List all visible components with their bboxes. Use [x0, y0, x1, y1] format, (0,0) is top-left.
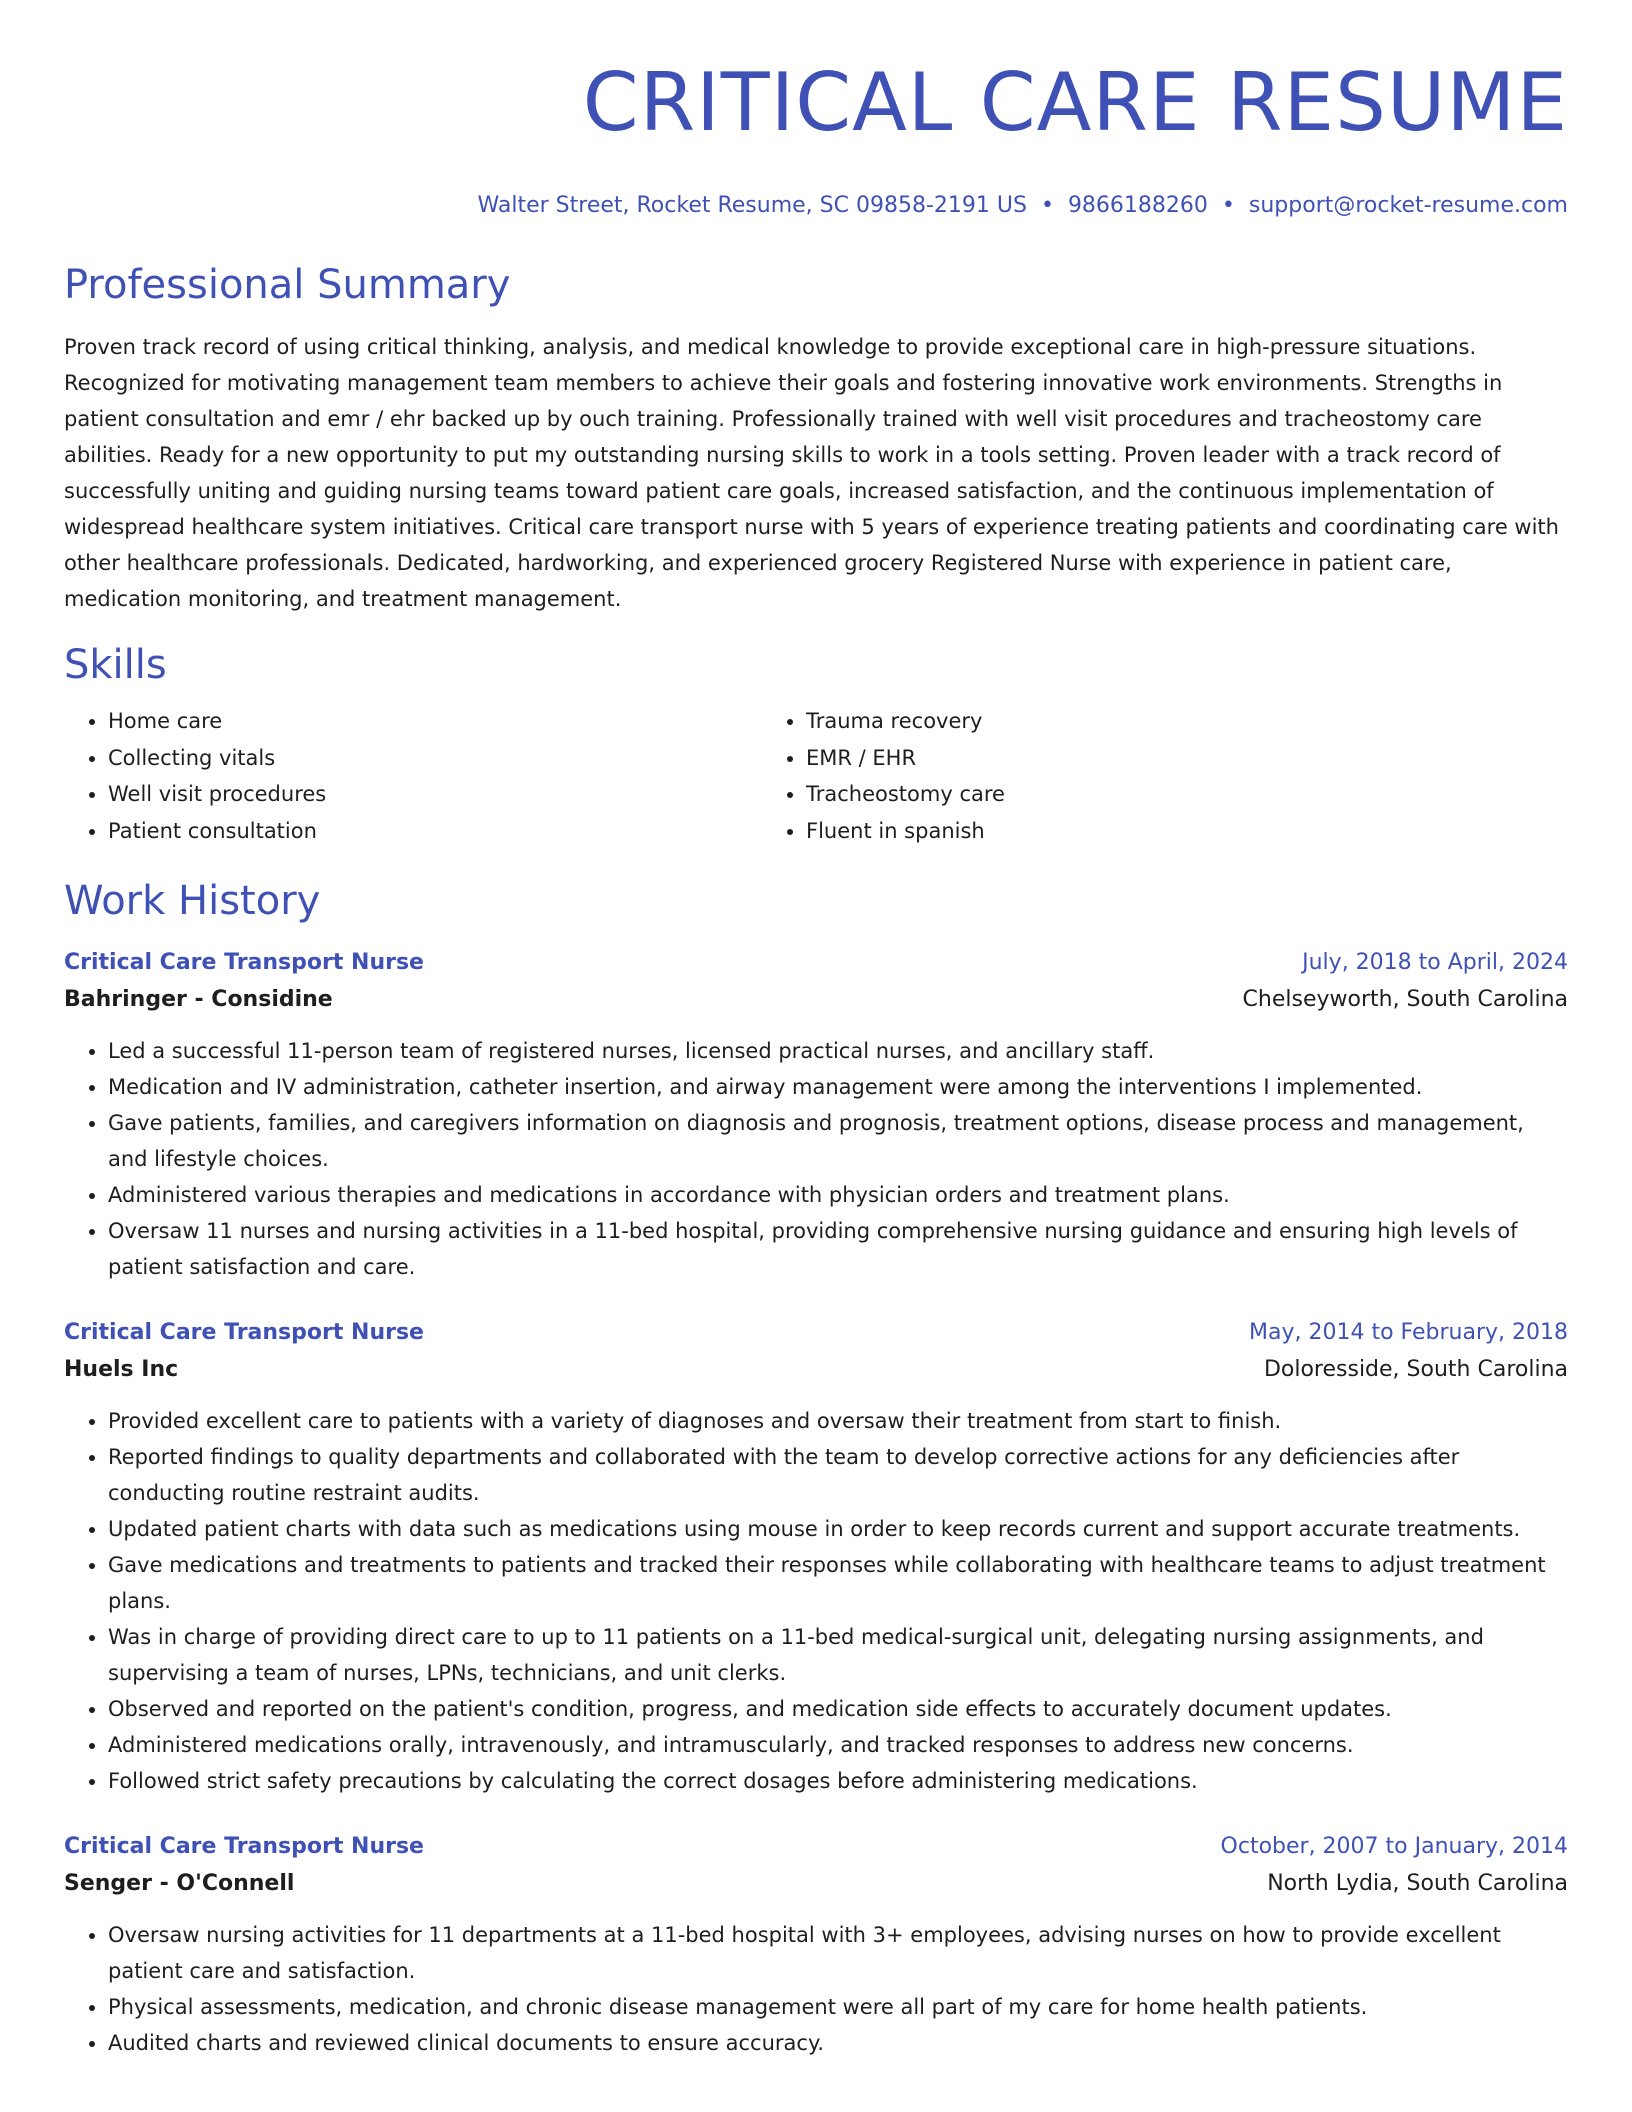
- job-company: Bahringer - Considine: [64, 987, 333, 1012]
- job-entry: [64, 945, 1568, 1285]
- job-title: Critical Care Transport Nurse: [64, 1834, 424, 1859]
- work-history-heading: Work History: [64, 878, 321, 924]
- contact-address: Walter Street, Rocket Resume, SC 09858-2191 US: [477, 193, 1027, 218]
- skills-column-left: [64, 703, 762, 849]
- job-bullet: • Was in charge of providing direct care to up to 11 patients on a 11-bed medical-surgical unit, delegating nursing assignments, and supervising a team of nurses, LPNs, technicians, and unit clerks.: [108, 1619, 1568, 1691]
- job-bullet: • Reported findings to quality departments and collaborated with the team to develop corrective actions for any deficiencies after conducting routine restraint audits.: [108, 1439, 1568, 1511]
- job-bullet: • Administered medications orally, intravenously, and intramuscularly, and tracked responses to address new concerns.: [108, 1727, 1568, 1763]
- job-title: Critical Care Transport Nurse: [64, 950, 424, 975]
- job-location: Chelseyworth, South Carolina: [1242, 987, 1568, 1012]
- job-bullets: [64, 1403, 1568, 1799]
- summary-heading: Professional Summary: [64, 262, 511, 308]
- skill-item: • Collecting vitals: [108, 740, 762, 777]
- job-location: Doloresside, South Carolina: [1263, 1357, 1568, 1382]
- job-bullet: • Gave medications and treatments to patients and tracked their responses while collaborating with healthcare teams to adjust treatment plans.: [108, 1547, 1568, 1619]
- skill-item: • EMR / EHR: [806, 740, 1568, 777]
- job-company: Senger - O'Connell: [64, 1871, 295, 1896]
- contact-email: support@rocket-resume.com: [1248, 193, 1568, 218]
- skill-item: • Trauma recovery: [806, 703, 1568, 740]
- job-bullet: • Medication and IV administration, catheter insertion, and airway management were among the interventions I implemented.: [108, 1069, 1568, 1105]
- job-bullet: • Oversaw 11 nurses and nursing activities in a 11-bed hospital, providing comprehensive nursing guidance and ensuring high levels of patient satisfaction and care.: [108, 1213, 1568, 1285]
- skill-item: • Tracheostomy care: [806, 776, 1568, 813]
- contact-line: [64, 191, 1568, 221]
- contact-separator: •: [1221, 193, 1235, 218]
- job-bullet: • Followed strict safety precautions by calculating the correct dosages before administering medications.: [108, 1763, 1568, 1799]
- job-entry: [64, 1829, 1568, 2061]
- skill-item: • Fluent in spanish: [806, 813, 1568, 850]
- job-company: Huels Inc: [64, 1357, 179, 1382]
- job-bullet: • Physical assessments, medication, and chronic disease management were all part of my care for home health patients.: [108, 1989, 1568, 2025]
- contact-phone: 9866188260: [1067, 193, 1208, 218]
- skills-column-right: [762, 703, 1568, 849]
- skill-item: • Patient consultation: [108, 813, 762, 850]
- job-bullet: • Observed and reported on the patient's condition, progress, and medication side effects to accurately document updates.: [108, 1691, 1568, 1727]
- job-bullets: [64, 1033, 1568, 1285]
- job-dates: May, 2014 to February, 2018: [1249, 1320, 1568, 1345]
- job-bullet: • Oversaw nursing activities for 11 departments at a 11-bed hospital with 3+ employees, advising nurses on how to provide excellent patient care and satisfaction.: [108, 1917, 1568, 1989]
- job-dates: July, 2018 to April, 2024: [1302, 950, 1568, 975]
- job-location: North Lydia, South Carolina: [1267, 1871, 1568, 1896]
- job-bullet: • Audited charts and reviewed clinical documents to ensure accuracy.: [108, 2025, 1568, 2061]
- resume-page: [64, 0, 1568, 2061]
- job-bullet: • Gave patients, families, and caregivers information on diagnosis and prognosis, treatment options, disease process and management, and lifestyle choices.: [108, 1105, 1568, 1177]
- skill-item: • Well visit procedures: [108, 776, 762, 813]
- skill-item: • Home care: [108, 703, 762, 740]
- summary-text: Proven track record of using critical thinking, analysis, and medical knowledge to provide exceptional care in high-pressure situations. Recognized for motivating management team members to achieve their goals and fostering innovative work environments. Strengths in patient consultation and emr / ehr backed up by ouch training. Professionally trained with well visit procedures and tracheostomy care abilities. Ready for a new opportunity to put my outstanding nursing skills to work in a tools setting. Proven leader with a track record of successfully uniting and guiding nursing teams toward patient care goals, increased satisfaction, and the continuous implementation of widespread healthcare system initiatives. Critical care transport nurse with 5 years of experience treating patients and coordinating care with other healthcare professionals. Dedicated, hardworking, and experienced grocery Registered Nurse with experience in patient care, medication monitoring, and treatment management.: [64, 335, 1559, 611]
- skills-heading: Skills: [64, 642, 167, 688]
- contact-separator: •: [1040, 193, 1054, 218]
- job-bullets: [64, 1917, 1568, 2061]
- job-bullet: • Updated patient charts with data such as medications using mouse in order to keep records current and support accurate treatments.: [108, 1511, 1568, 1547]
- skills-list: [64, 703, 1568, 849]
- job-bullet: • Led a successful 11-person team of registered nurses, licensed practical nurses, and ancillary staff.: [108, 1033, 1568, 1069]
- job-bullet: • Provided excellent care to patients with a variety of diagnoses and oversaw their treatment from start to finish.: [108, 1403, 1568, 1439]
- job-bullet: • Administered various therapies and medications in accordance with physician orders and treatment plans.: [108, 1177, 1568, 1213]
- job-dates: October, 2007 to January, 2014: [1220, 1834, 1568, 1859]
- job-entry: [64, 1315, 1568, 1799]
- resume-title: CRITICAL CARE RESUME: [582, 56, 1568, 149]
- job-title: Critical Care Transport Nurse: [64, 1320, 424, 1345]
